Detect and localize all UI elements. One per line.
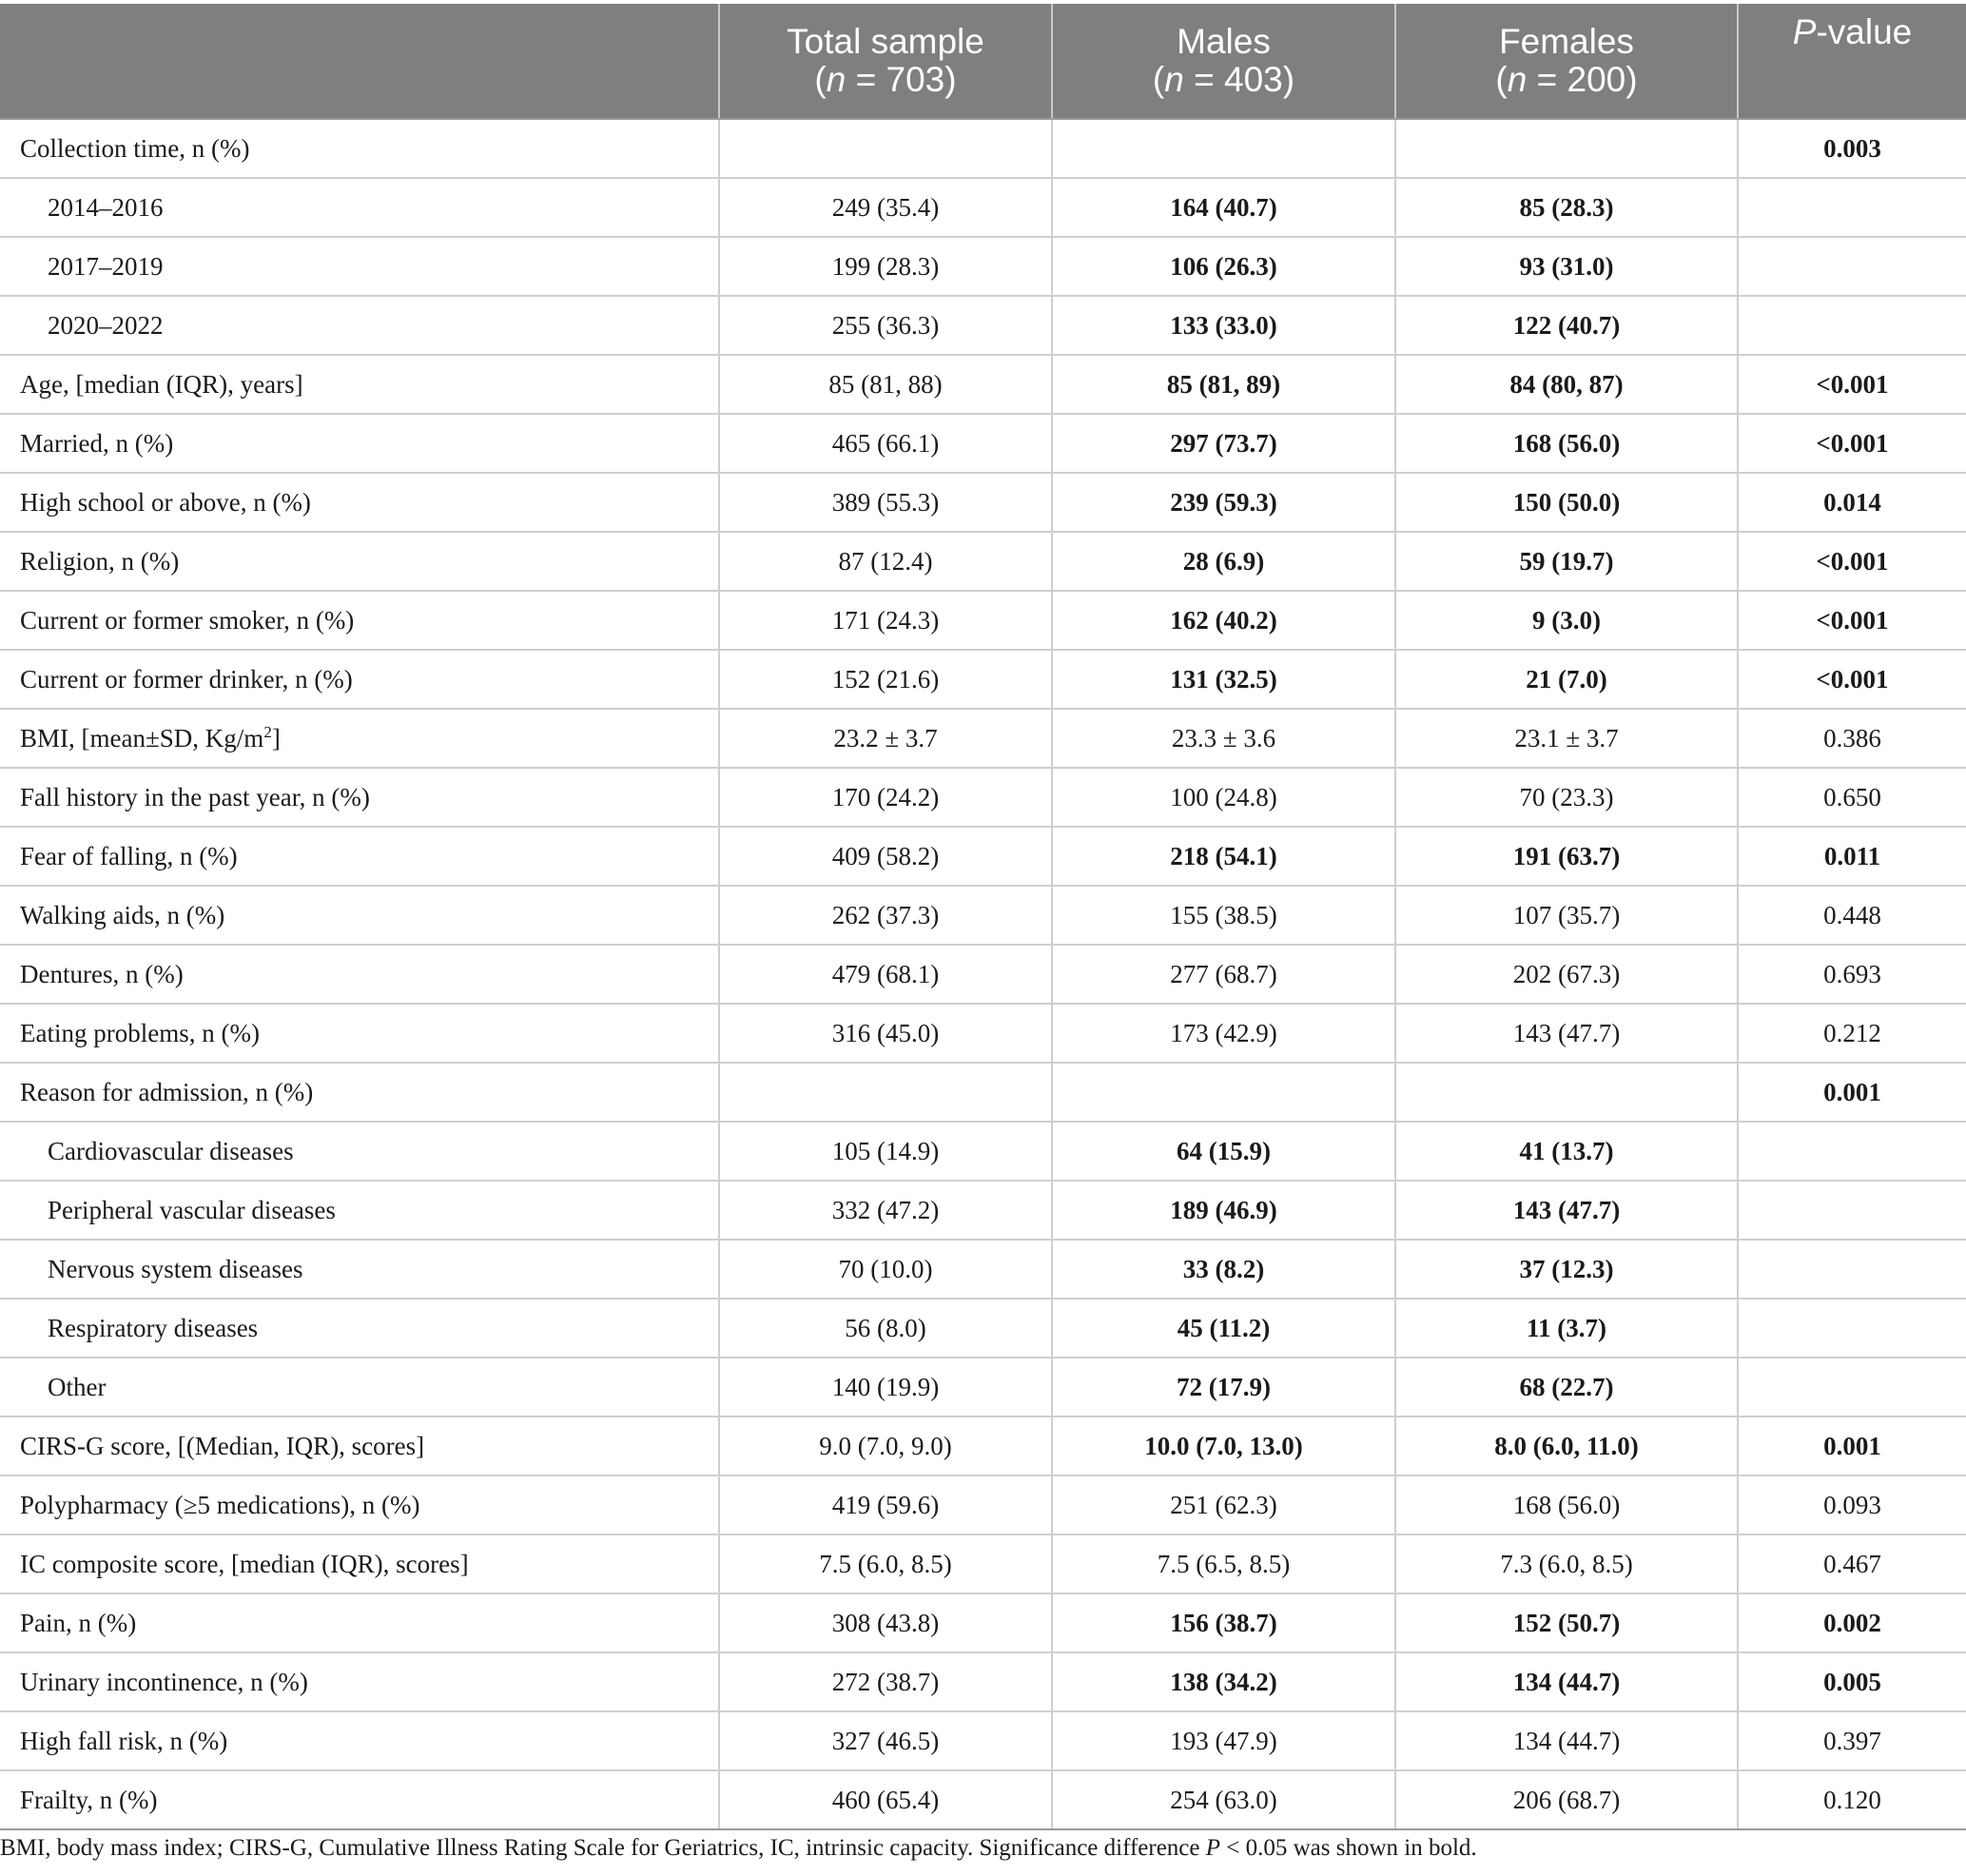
- cell-p-value: <0.001: [1738, 650, 1966, 709]
- cell-p-value: 0.397: [1738, 1711, 1966, 1770]
- cell-p-value: 0.005: [1738, 1652, 1966, 1711]
- cell-p-value: 0.693: [1738, 945, 1966, 1004]
- cell-total: 105 (14.9): [719, 1122, 1052, 1181]
- table-row: [0, 1593, 1966, 1652]
- cell-p-value: [1738, 1122, 1966, 1181]
- cell-females: 21 (7.0): [1395, 650, 1738, 709]
- cell-p-value: 0.386: [1738, 709, 1966, 768]
- cell-females: 84 (80, 87): [1395, 355, 1738, 414]
- table-header-row: [0, 4, 1966, 119]
- row-label: Walking aids, n (%): [0, 886, 719, 945]
- cell-p-value: 0.011: [1738, 827, 1966, 886]
- cell-males: 85 (81, 89): [1052, 355, 1395, 414]
- table-row: [0, 768, 1966, 827]
- cell-males: [1052, 1063, 1395, 1122]
- row-label: Age, [median (IQR), years]: [0, 355, 719, 414]
- row-label: Fall history in the past year, n (%): [0, 768, 719, 827]
- cell-females: 85 (28.3): [1395, 178, 1738, 237]
- table-row: [0, 414, 1966, 473]
- row-label: Collection time, n (%): [0, 119, 719, 178]
- table-row: [0, 1417, 1966, 1475]
- table-row: [0, 945, 1966, 1004]
- cell-males: 239 (59.3): [1052, 473, 1395, 532]
- cell-males: 277 (68.7): [1052, 945, 1395, 1004]
- cell-total: 255 (36.3): [719, 296, 1052, 355]
- table-row: [0, 650, 1966, 709]
- row-label: Current or former smoker, n (%): [0, 591, 719, 650]
- row-label: Eating problems, n (%): [0, 1004, 719, 1063]
- cell-total: 479 (68.1): [719, 945, 1052, 1004]
- table-row: [0, 237, 1966, 296]
- cell-females: 152 (50.7): [1395, 1593, 1738, 1652]
- cell-females: [1395, 119, 1738, 178]
- cell-males: 100 (24.8): [1052, 768, 1395, 827]
- row-label: High fall risk, n (%): [0, 1711, 719, 1770]
- cell-p-value: 0.120: [1738, 1770, 1966, 1829]
- cell-total: 409 (58.2): [719, 827, 1052, 886]
- header-males: [1052, 4, 1395, 119]
- cell-males: 189 (46.9): [1052, 1181, 1395, 1240]
- cell-males: 64 (15.9): [1052, 1122, 1395, 1181]
- cell-p-value: [1738, 1181, 1966, 1240]
- cell-males: 106 (26.3): [1052, 237, 1395, 296]
- cell-total: 85 (81, 88): [719, 355, 1052, 414]
- cell-total: 332 (47.2): [719, 1181, 1052, 1240]
- table-row: [0, 1063, 1966, 1122]
- cell-males: 138 (34.2): [1052, 1652, 1395, 1711]
- row-label: CIRS-G score, [(Median, IQR), scores]: [0, 1417, 719, 1475]
- cell-total: 140 (19.9): [719, 1358, 1052, 1417]
- cell-total: 199 (28.3): [719, 237, 1052, 296]
- cell-males: 218 (54.1): [1052, 827, 1395, 886]
- cell-total: 9.0 (7.0, 9.0): [719, 1417, 1052, 1475]
- cell-p-value: [1738, 1358, 1966, 1417]
- cell-males: 251 (62.3): [1052, 1475, 1395, 1534]
- cell-p-value: 0.001: [1738, 1417, 1966, 1475]
- cell-females: 168 (56.0): [1395, 1475, 1738, 1534]
- cell-total: 56 (8.0): [719, 1299, 1052, 1358]
- table-row: [0, 1652, 1966, 1711]
- cell-males: 155 (38.5): [1052, 886, 1395, 945]
- cell-p-value: [1738, 178, 1966, 237]
- row-label: 2020–2022: [0, 296, 719, 355]
- row-label: Cardiovascular diseases: [0, 1122, 719, 1181]
- table-row: [0, 1299, 1966, 1358]
- cell-males: 10.0 (7.0, 13.0): [1052, 1417, 1395, 1475]
- table-row: [0, 473, 1966, 532]
- cell-total: 171 (24.3): [719, 591, 1052, 650]
- cell-females: 41 (13.7): [1395, 1122, 1738, 1181]
- cell-males: 156 (38.7): [1052, 1593, 1395, 1652]
- cell-females: 168 (56.0): [1395, 414, 1738, 473]
- cell-females: 122 (40.7): [1395, 296, 1738, 355]
- table-row: [0, 1770, 1966, 1829]
- cell-total: [719, 119, 1052, 178]
- row-label: Polypharmacy (≥5 medications), n (%): [0, 1475, 719, 1534]
- cell-total: 460 (65.4): [719, 1770, 1052, 1829]
- row-label: Pain, n (%): [0, 1593, 719, 1652]
- row-label: Respiratory diseases: [0, 1299, 719, 1358]
- cell-p-value: <0.001: [1738, 414, 1966, 473]
- row-label: BMI, [mean±SD, $Kg/m^2$]: [0, 709, 719, 768]
- cell-males: 173 (42.9): [1052, 1004, 1395, 1063]
- table-row: [0, 1358, 1966, 1417]
- cell-total: 152 (21.6): [719, 650, 1052, 709]
- cell-females: 37 (12.3): [1395, 1240, 1738, 1299]
- table-row: [0, 119, 1966, 178]
- table-row: [0, 1534, 1966, 1593]
- cell-females: 143 (47.7): [1395, 1004, 1738, 1063]
- table-row: [0, 355, 1966, 414]
- cell-females: 9 (3.0): [1395, 591, 1738, 650]
- header-females-label: Females: [1499, 22, 1634, 61]
- row-label: Fear of falling, n (%): [0, 827, 719, 886]
- row-label: Reason for admission, n (%): [0, 1063, 719, 1122]
- cell-males: 45 (11.2): [1052, 1299, 1395, 1358]
- cell-females: 8.0 (6.0, 11.0): [1395, 1417, 1738, 1475]
- cell-females: 143 (47.7): [1395, 1181, 1738, 1240]
- cell-total: 272 (38.7): [719, 1652, 1052, 1711]
- cell-females: 93 (31.0): [1395, 237, 1738, 296]
- cell-p-value: 0.002: [1738, 1593, 1966, 1652]
- row-label: Dentures, n (%): [0, 945, 719, 1004]
- table-footnote: BMI, body mass index; CIRS-G, Cumulative Illness Rating Scale for Geriatrics, IC, intrinsic capacity. Significance difference P < 0.05 was shown in bold.: [0, 1835, 1477, 1861]
- row-label: 2014–2016: [0, 178, 719, 237]
- cell-females: 59 (19.7): [1395, 532, 1738, 591]
- cell-p-value: 0.212: [1738, 1004, 1966, 1063]
- cell-total: 262 (37.3): [719, 886, 1052, 945]
- cell-p-value: <0.001: [1738, 591, 1966, 650]
- table-row: [0, 709, 1966, 768]
- cell-females: 150 (50.0): [1395, 473, 1738, 532]
- header-total-label: Total sample: [787, 22, 984, 61]
- cell-total: 465 (66.1): [719, 414, 1052, 473]
- cell-males: 7.5 (6.5, 8.5): [1052, 1534, 1395, 1593]
- cell-total: 23.2 ± 3.7: [719, 709, 1052, 768]
- cell-females: 202 (67.3): [1395, 945, 1738, 1004]
- baseline-characteristics-table: [0, 4, 1966, 1830]
- table-row: [0, 178, 1966, 237]
- cell-total: [719, 1063, 1052, 1122]
- header-males-label: Males: [1177, 22, 1271, 61]
- cell-p-value: [1738, 237, 1966, 296]
- row-label: Nervous system diseases: [0, 1240, 719, 1299]
- header-females-n: (n = 200): [1495, 60, 1638, 99]
- table-row: [0, 532, 1966, 591]
- cell-females: [1395, 1063, 1738, 1122]
- cell-females: 11 (3.7): [1395, 1299, 1738, 1358]
- cell-p-value: 0.467: [1738, 1534, 1966, 1593]
- cell-females: 134 (44.7): [1395, 1711, 1738, 1770]
- cell-p-value: <0.001: [1738, 355, 1966, 414]
- cell-females: 206 (68.7): [1395, 1770, 1738, 1829]
- cell-males: 23.3 ± 3.6: [1052, 709, 1395, 768]
- cell-p-value: 0.001: [1738, 1063, 1966, 1122]
- cell-females: 7.3 (6.0, 8.5): [1395, 1534, 1738, 1593]
- row-label: Frailty, n (%): [0, 1770, 719, 1829]
- cell-males: 162 (40.2): [1052, 591, 1395, 650]
- cell-males: 72 (17.9): [1052, 1358, 1395, 1417]
- cell-males: [1052, 119, 1395, 178]
- row-label: Religion, n (%): [0, 532, 719, 591]
- row-label: Other: [0, 1358, 719, 1417]
- row-label: Peripheral vascular diseases: [0, 1181, 719, 1240]
- cell-total: 70 (10.0): [719, 1240, 1052, 1299]
- cell-total: 327 (46.5): [719, 1711, 1052, 1770]
- cell-males: 193 (47.9): [1052, 1711, 1395, 1770]
- table-row: [0, 1240, 1966, 1299]
- cell-males: 133 (33.0): [1052, 296, 1395, 355]
- cell-females: 23.1 ± 3.7: [1395, 709, 1738, 768]
- table-row: [0, 1122, 1966, 1181]
- table-row: [0, 1004, 1966, 1063]
- header-p-value: P-value: [1738, 4, 1966, 119]
- cell-females: 70 (23.3): [1395, 768, 1738, 827]
- cell-males: 33 (8.2): [1052, 1240, 1395, 1299]
- table-row: [0, 591, 1966, 650]
- cell-males: 297 (73.7): [1052, 414, 1395, 473]
- cell-females: 134 (44.7): [1395, 1652, 1738, 1711]
- cell-females: 68 (22.7): [1395, 1358, 1738, 1417]
- cell-males: 164 (40.7): [1052, 178, 1395, 237]
- row-label: Current or former drinker, n (%): [0, 650, 719, 709]
- cell-p-value: 0.014: [1738, 473, 1966, 532]
- cell-total: 389 (55.3): [719, 473, 1052, 532]
- header-total-n: (n = 703): [814, 60, 957, 99]
- table-row: [0, 296, 1966, 355]
- cell-total: 7.5 (6.0, 8.5): [719, 1534, 1052, 1593]
- cell-total: 249 (35.4): [719, 178, 1052, 237]
- header-variable: [0, 4, 719, 119]
- cell-p-value: 0.650: [1738, 768, 1966, 827]
- cell-males: 131 (32.5): [1052, 650, 1395, 709]
- header-males-n: (n = 403): [1152, 60, 1295, 99]
- table-row: [0, 827, 1966, 886]
- table-row: [0, 1181, 1966, 1240]
- cell-total: 87 (12.4): [719, 532, 1052, 591]
- table-row: [0, 1475, 1966, 1534]
- row-label: 2017–2019: [0, 237, 719, 296]
- header-females: [1395, 4, 1738, 119]
- cell-females: 191 (63.7): [1395, 827, 1738, 886]
- cell-p-value: 0.093: [1738, 1475, 1966, 1534]
- cell-total: 419 (59.6): [719, 1475, 1052, 1534]
- cell-p-value: [1738, 1240, 1966, 1299]
- cell-males: 254 (63.0): [1052, 1770, 1395, 1829]
- row-label: IC composite score, [median (IQR), scores]: [0, 1534, 719, 1593]
- cell-p-value: [1738, 296, 1966, 355]
- cell-p-value: 0.448: [1738, 886, 1966, 945]
- table-row: [0, 886, 1966, 945]
- cell-p-value: <0.001: [1738, 532, 1966, 591]
- cell-females: 107 (35.7): [1395, 886, 1738, 945]
- cell-p-value: [1738, 1299, 1966, 1358]
- cell-males: 28 (6.9): [1052, 532, 1395, 591]
- row-label: Urinary incontinence, n (%): [0, 1652, 719, 1711]
- row-label: High school or above, n (%): [0, 473, 719, 532]
- table-row: [0, 1711, 1966, 1770]
- header-total-sample: [719, 4, 1052, 119]
- cell-total: 170 (24.2): [719, 768, 1052, 827]
- cell-total: 316 (45.0): [719, 1004, 1052, 1063]
- cell-p-value: 0.003: [1738, 119, 1966, 178]
- row-label: Married, n (%): [0, 414, 719, 473]
- cell-total: 308 (43.8): [719, 1593, 1052, 1652]
